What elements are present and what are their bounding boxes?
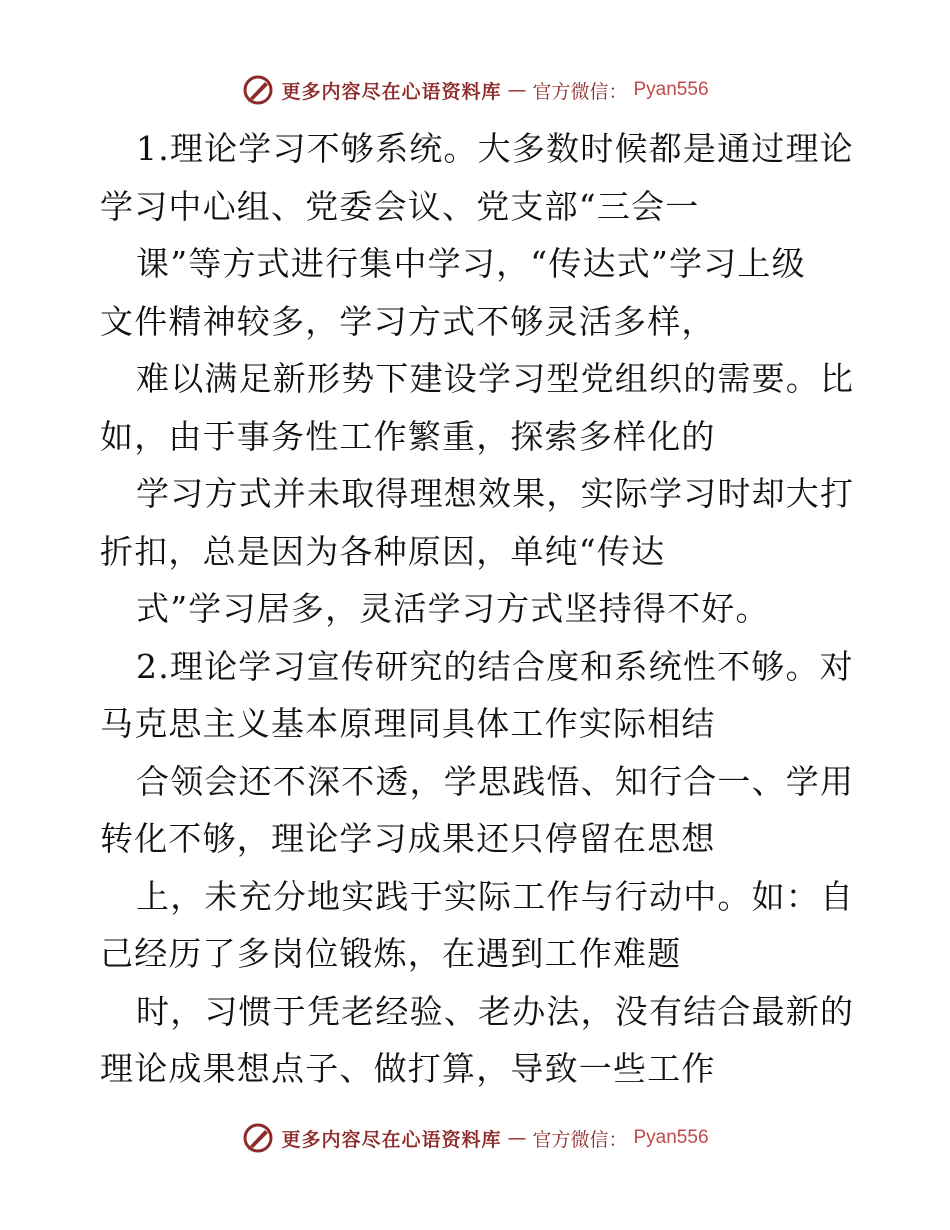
banner-wechat-label: 官方微信： — [532, 1128, 628, 1151]
text-line: 学习方式并未取得理想效果，实际学习时却大打 — [136, 474, 855, 513]
text-line: 如，由于事务性工作繁重，探索多样化的 — [100, 416, 716, 456]
banner-separator: — — [507, 1127, 527, 1149]
banner-wechat-id: Pyan556 — [633, 79, 709, 100]
text-line: 合领会还不深不透，学思践悟、知行合一、学用 — [136, 761, 855, 801]
text-line: 难以满足新形势下建设学习型党组织的需要。比 — [136, 359, 855, 398]
text-line: 课”等方式进行集中学习，“传达式”学习上级 — [136, 244, 806, 283]
quill-logo-icon — [241, 73, 275, 107]
header-banner — [0, 70, 950, 110]
text-line: 理论成果想点子、做打算，导致一些工作 — [100, 1049, 716, 1088]
banner-separator: — — [507, 79, 527, 101]
banner-main-text: 更多内容尽在心语资料库 — [281, 1128, 502, 1151]
text-line: 2.理论学习宣传研究的结合度和系统性不够。对 — [136, 646, 854, 686]
text-line: 文件精神较多，学习方式不够灵活多样， — [100, 301, 716, 341]
text-line: 己经历了多岗位锻炼，在遇到工作难题 — [100, 934, 682, 973]
text-line: 学习中心组、党委会议、党支部“三会一 — [100, 186, 700, 226]
text-line: 式”学习居多，灵活学习方式坚持得不好。 — [136, 589, 770, 628]
text-line: 折扣，总是因为各种原因，单纯“传达 — [100, 531, 666, 571]
text-line: 时，习惯于凭老经验、老办法，没有结合最新的 — [136, 991, 855, 1031]
banner-wechat-id: Pyan556 — [633, 1127, 709, 1148]
document-body — [100, 120, 855, 1098]
text-line: 1.理论学习不够系统。大多数时候都是通过理论 — [136, 129, 854, 168]
banner-wechat-label: 官方微信： — [532, 80, 628, 103]
quill-logo-icon — [241, 1121, 275, 1155]
text-line: 转化不够，理论学习成果还只停留在思想 — [100, 819, 716, 858]
footer-banner — [0, 1118, 950, 1158]
text-line: 马克思主义基本原理同具体工作实际相结 — [100, 704, 716, 743]
text-line: 上，未充分地实践于实际工作与行动中。如：自 — [136, 876, 855, 916]
banner-main-text: 更多内容尽在心语资料库 — [281, 80, 502, 103]
